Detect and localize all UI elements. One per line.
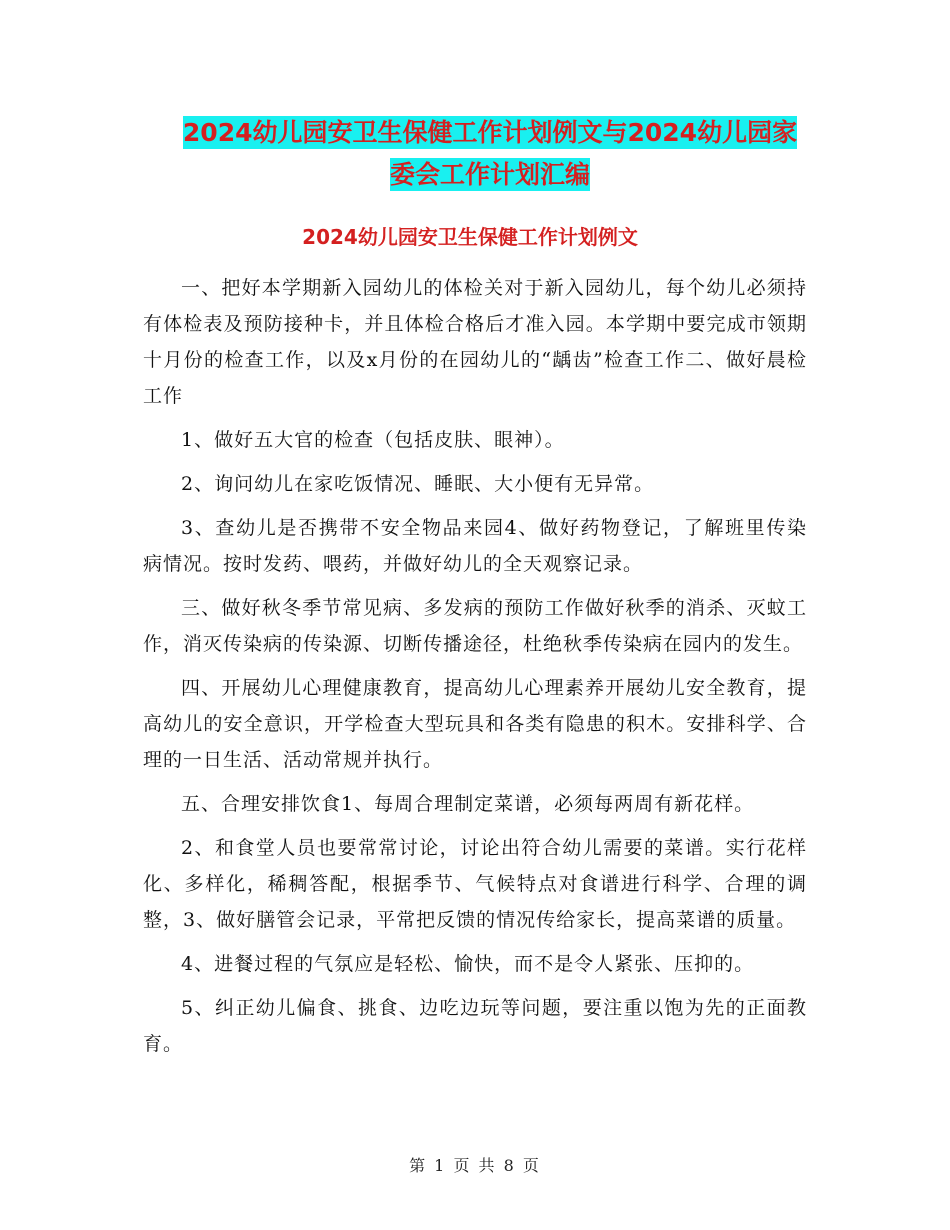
paragraph: 一、把好本学期新入园幼儿的体检关对于新入园幼儿，每个幼儿必须持有体检表及预防接种卡，并且体检合格后才准入园。本学期中要完成市领期十月份的检查工作，以及x月份的在园幼儿的“龋齿”检查工作二、做好晨检工作 [143,277,807,407]
paragraph: 三、做好秋冬季节常见病、多发病的预防工作做好秋季的消杀、灭蚊工作，消灭传染病的传染源、切断传播途径，杜绝秋季传染病在园内的发生。 [143,597,807,655]
document-title [140,112,840,196]
paragraph: 4、进餐过程的气氛应是轻松、愉快，而不是令人紧张、压抑的。 [181,953,755,975]
document-title-line2: 委会工作计划汇编 [389,160,590,189]
paragraph: 1、做好五大官的检查（包括皮肤、眼神）。 [181,429,565,451]
paragraph: 2、询问幼儿在家吃饭情况、睡眠、大小便有无异常。 [181,473,655,495]
page-number-footer: 第 1 页 共 8 页 [409,1156,541,1175]
document-body [143,270,807,1070]
paragraph: 3、查幼儿是否携带不安全物品来园4、做好药物登记，了解班里传染病情况。按时发药、喂药，并做好幼儿的全天观察记录。 [143,517,807,575]
document-title-line1: 2024幼儿园安卫生保健工作计划例文与2024幼儿园家 [182,118,798,147]
paragraph: 四、开展幼儿心理健康教育，提高幼儿心理素养开展幼儿安全教育，提高幼儿的安全意识，开学检查大型玩具和各类有隐患的积木。安排科学、合理的一日生活、活动常规并执行。 [143,677,807,771]
section-title: 2024幼儿园安卫生保健工作计划例文 [302,225,638,249]
paragraph: 5、纠正幼儿偏食、挑食、边吃边玩等问题，要注重以饱为先的正面教育。 [143,997,807,1055]
paragraph: 五、合理安排饮食1、每周合理制定菜谱，必须每两周有新花样。 [181,793,755,815]
paragraph: 2、和食堂人员也要常常讨论，讨论出符合幼儿需要的菜谱。实行花样化、多样化，稀稠答配，根据季节、气候特点对食谱进行科学、合理的调整，3、做好膳管会记录，平常把反馈的情况传给家长，提高菜谱的质量。 [143,837,807,931]
